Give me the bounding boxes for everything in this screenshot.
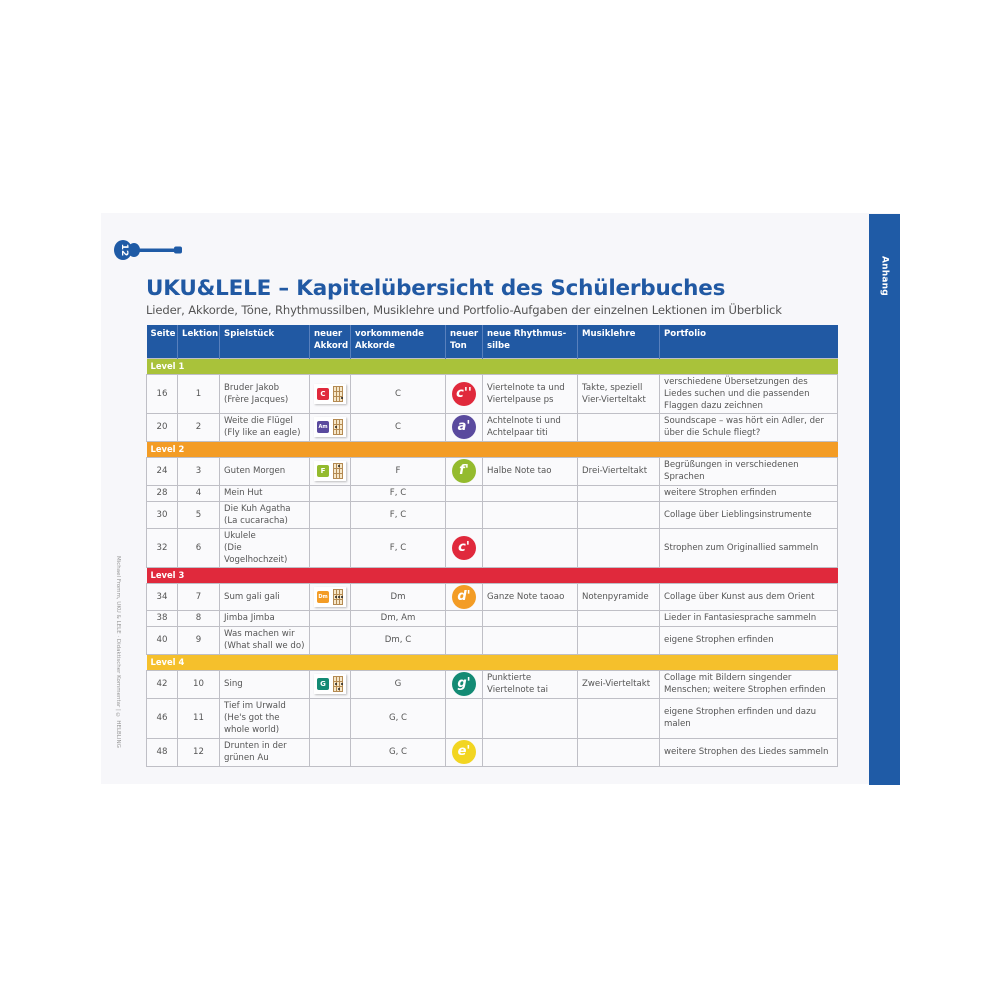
table-row: [147, 485, 838, 501]
table-row: [147, 670, 838, 698]
song-title: Tief im Urwald: [224, 701, 286, 711]
tone-badge: e': [452, 740, 476, 764]
chord-card: [314, 587, 346, 607]
tone-badge: a': [452, 415, 476, 439]
song-subtitle: grünen Au: [224, 753, 269, 763]
table-row: [147, 583, 838, 610]
cell-rhythmus: [483, 626, 578, 654]
cell-lektion: 2: [178, 413, 220, 441]
cell-neuer-ton: [446, 501, 483, 528]
cell-neuer-akkord: [310, 374, 351, 413]
cell-neuer-ton: [446, 583, 483, 610]
header-neuer-akkord: neuer Akkord: [310, 325, 351, 358]
table-row: [147, 626, 838, 654]
cell-neuer-ton: [446, 374, 483, 413]
cell-musiklehre: [578, 501, 660, 528]
level-row: [147, 567, 838, 583]
header-lektion: Lektion: [178, 325, 220, 358]
tone-badge: c'': [452, 382, 476, 406]
cell-seite: 34: [147, 583, 178, 610]
cell-spielstueck: Sing: [220, 670, 310, 698]
cell-akkorde: G, C: [351, 738, 446, 766]
cell-akkorde: Dm, C: [351, 626, 446, 654]
cell-neuer-akkord: [310, 698, 351, 738]
theory-line: Vier-Vierteltakt: [582, 394, 646, 405]
song-title: Bruder Jakob: [224, 382, 280, 393]
header-spielstueck: Spielstück: [220, 325, 310, 358]
cell-musiklehre: [578, 698, 660, 738]
cell-spielstueck: Guten Morgen: [220, 457, 310, 485]
page-number: 12: [119, 243, 129, 257]
cell-lektion: 11: [178, 698, 220, 738]
song-subtitle: (La cucaracha): [224, 515, 288, 526]
cell-akkorde: F, C: [351, 501, 446, 528]
cell-neuer-ton: [446, 670, 483, 698]
cell-spielstueck: [220, 626, 310, 654]
cell-portfolio: Lieder in Fantasiesprache sammeln: [660, 610, 838, 626]
cell-musiklehre: [578, 485, 660, 501]
cell-seite: 40: [147, 626, 178, 654]
cell-neuer-ton: [446, 457, 483, 485]
cell-musiklehre: Drei-Vierteltakt: [578, 457, 660, 485]
cell-lektion: 6: [178, 528, 220, 567]
cell-akkorde: F: [351, 457, 446, 485]
rhythm-line: Viertelpause ps: [487, 394, 554, 405]
cell-rhythmus: [483, 485, 578, 501]
header-musiklehre: Musiklehre: [578, 325, 660, 358]
cell-spielstueck: [220, 528, 310, 567]
cell-neuer-akkord: [310, 457, 351, 485]
cell-spielstueck: [220, 698, 310, 738]
level-row: [147, 441, 838, 457]
level-label: Level 4: [147, 654, 838, 670]
cell-rhythmus: Ganze Note taoao: [483, 583, 578, 610]
cell-seite: 28: [147, 485, 178, 501]
chord-label: F: [317, 465, 329, 477]
cell-musiklehre: Zwei-Vierteltakt: [578, 670, 660, 698]
cell-musiklehre: [578, 374, 660, 413]
fretboard-icon: [333, 419, 343, 435]
song-title: Die Kuh Agatha: [224, 503, 291, 514]
cell-seite: 38: [147, 610, 178, 626]
cell-neuer-akkord: [310, 626, 351, 654]
cell-spielstueck: Mein Hut: [220, 485, 310, 501]
table-row: [147, 698, 838, 738]
table-row: [147, 610, 838, 626]
cell-akkorde: C: [351, 374, 446, 413]
cell-musiklehre: [578, 413, 660, 441]
header-seite: Seite: [147, 325, 178, 358]
table-row: [147, 528, 838, 567]
header-neuer-ton: neuer Ton: [446, 325, 483, 358]
cell-portfolio: Collage über Kunst aus dem Orient: [660, 583, 838, 610]
fretboard-icon: [333, 589, 343, 605]
cell-rhythmus: [483, 374, 578, 413]
theory-line: Takte, speziell: [582, 382, 643, 393]
rhythm-line: Punktierte: [487, 673, 532, 683]
cell-spielstueck: [220, 413, 310, 441]
chord-label: Dm: [317, 591, 329, 603]
cell-seite: 42: [147, 670, 178, 698]
cell-lektion: 1: [178, 374, 220, 413]
chord-card: [314, 461, 346, 481]
table-row: [147, 413, 838, 441]
cell-neuer-ton: [446, 698, 483, 738]
cell-neuer-ton: [446, 485, 483, 501]
fretboard-icon: [333, 676, 343, 692]
song-title: Weite die Flügel: [224, 416, 293, 426]
cell-neuer-ton: [446, 528, 483, 567]
song-title: Was machen wir: [224, 629, 295, 639]
song-subtitle: (He's got the whole world): [224, 713, 280, 735]
cell-lektion: 4: [178, 485, 220, 501]
header-portfolio: Portfolio: [660, 325, 838, 358]
song-title: Ukulele: [224, 530, 256, 541]
cell-neuer-ton: [446, 610, 483, 626]
level-row: [147, 358, 838, 374]
song-subtitle: (What shall we do): [224, 641, 305, 651]
cell-portfolio: eigene Strophen erfinden und dazu malen: [660, 698, 838, 738]
cell-rhythmus: [483, 698, 578, 738]
tone-badge: d': [452, 585, 476, 609]
chord-card: [314, 674, 346, 694]
cell-rhythmus: [483, 738, 578, 766]
cell-musiklehre: [578, 738, 660, 766]
cell-lektion: 10: [178, 670, 220, 698]
cell-neuer-akkord: [310, 738, 351, 766]
level-label: Level 2: [147, 441, 838, 457]
cell-musiklehre: [578, 626, 660, 654]
cell-akkorde: F, C: [351, 528, 446, 567]
fretboard-icon: [333, 386, 343, 402]
cell-portfolio: Collage über Lieblingsinstrumente: [660, 501, 838, 528]
level-label: Level 3: [147, 567, 838, 583]
fretboard-icon: [333, 463, 343, 479]
cell-seite: 46: [147, 698, 178, 738]
cell-spielstueck: Jimba Jimba: [220, 610, 310, 626]
header-rhythmussilbe: neue Rhythmus-silbe: [483, 325, 578, 358]
cell-seite: 30: [147, 501, 178, 528]
cell-seite: 16: [147, 374, 178, 413]
cell-akkorde: C: [351, 413, 446, 441]
cell-portfolio: Collage mit Bildern singender Menschen; weitere Strophen erfinden: [660, 670, 838, 698]
table-row: [147, 374, 838, 413]
level-row: [147, 654, 838, 670]
cell-lektion: 5: [178, 501, 220, 528]
cell-rhythmus: [483, 528, 578, 567]
rhythm-line: Viertelnote ta und: [487, 382, 565, 393]
table-header-row: [147, 325, 838, 358]
cell-rhythmus: [483, 610, 578, 626]
page-subtitle: Lieder, Akkorde, Töne, Rhythmussilben, Musiklehre und Portfolio-Aufgaben der einzelnen Lektionen im Überblick: [146, 303, 782, 317]
cell-neuer-akkord: [310, 610, 351, 626]
cell-akkorde: F, C: [351, 485, 446, 501]
chord-label: G: [317, 678, 329, 690]
cell-rhythmus: [483, 501, 578, 528]
cell-lektion: 7: [178, 583, 220, 610]
chapter-overview-table: [146, 325, 838, 767]
cell-akkorde: Dm: [351, 583, 446, 610]
cell-akkorde: G, C: [351, 698, 446, 738]
cell-rhythmus: [483, 670, 578, 698]
cell-portfolio: Strophen zum Originallied sammeln: [660, 528, 838, 567]
chord-label: Am: [317, 421, 329, 433]
cell-neuer-akkord: [310, 583, 351, 610]
cell-musiklehre: [578, 610, 660, 626]
cell-seite: 20: [147, 413, 178, 441]
cell-portfolio: weitere Strophen des Liedes sammeln: [660, 738, 838, 766]
cell-lektion: 3: [178, 457, 220, 485]
cell-rhythmus: Halbe Note tao: [483, 457, 578, 485]
cell-musiklehre: Notenpyramide: [578, 583, 660, 610]
page-title: UKU&LELE – Kapitelübersicht des Schülerbuches: [146, 276, 726, 301]
cell-portfolio: Soundscape – was hört ein Adler, der über die Schule fliegt?: [660, 413, 838, 441]
section-tab[interactable]: [869, 214, 900, 785]
tone-badge: g': [452, 672, 476, 696]
cell-neuer-akkord: [310, 413, 351, 441]
song-subtitle: (Die Vogelhochzeit): [224, 542, 288, 565]
cell-lektion: 12: [178, 738, 220, 766]
cell-neuer-akkord: [310, 485, 351, 501]
cell-musiklehre: [578, 528, 660, 567]
cell-seite: 32: [147, 528, 178, 567]
cell-spielstueck: Sum gali gali: [220, 583, 310, 610]
rhythm-line: Achtelpaar titi: [487, 428, 548, 438]
cell-seite: 24: [147, 457, 178, 485]
chord-card: [314, 384, 346, 404]
chord-label: C: [317, 388, 329, 400]
copyright-footer: Michael Fromm, UKU & LELE · Didaktischer Kommentar | © HELBLING: [115, 556, 121, 748]
song-title: Drunten in der: [224, 741, 287, 751]
table-row: [147, 457, 838, 485]
cell-portfolio: verschiedene Übersetzungen des Liedes suchen und die passenden Flaggen dazu zeichnen: [660, 374, 838, 413]
rhythm-line: Achtelnote ti und: [487, 416, 561, 426]
cell-spielstueck: [220, 738, 310, 766]
cell-neuer-ton: [446, 626, 483, 654]
cell-akkorde: Dm, Am: [351, 610, 446, 626]
section-tab-label: Anhang: [879, 256, 890, 296]
cell-neuer-akkord: [310, 670, 351, 698]
cell-neuer-akkord: [310, 501, 351, 528]
cell-portfolio: weitere Strophen erfinden: [660, 485, 838, 501]
cell-neuer-ton: [446, 413, 483, 441]
table-row: [147, 738, 838, 766]
cell-portfolio: Begrüßungen in verschiedenen Sprachen: [660, 457, 838, 485]
cell-portfolio: eigene Strophen erfinden: [660, 626, 838, 654]
cell-neuer-ton: [446, 738, 483, 766]
cell-seite: 48: [147, 738, 178, 766]
level-label: Level 1: [147, 358, 838, 374]
song-subtitle: (Frère Jacques): [224, 394, 289, 405]
tone-badge: f': [452, 459, 476, 483]
tone-badge: c': [452, 536, 476, 560]
cell-rhythmus: [483, 413, 578, 441]
rhythm-line: Viertelnote tai: [487, 685, 549, 695]
header-vorkommende-akkorde: vorkommende Akkorde: [351, 325, 446, 358]
table-row: [147, 501, 838, 528]
cell-neuer-akkord: [310, 528, 351, 567]
chord-card: [314, 417, 346, 437]
song-subtitle: (Fly like an eagle): [224, 428, 301, 438]
cell-lektion: 9: [178, 626, 220, 654]
cell-spielstueck: [220, 501, 310, 528]
cell-spielstueck: [220, 374, 310, 413]
cell-akkorde: G: [351, 670, 446, 698]
cell-lektion: 8: [178, 610, 220, 626]
